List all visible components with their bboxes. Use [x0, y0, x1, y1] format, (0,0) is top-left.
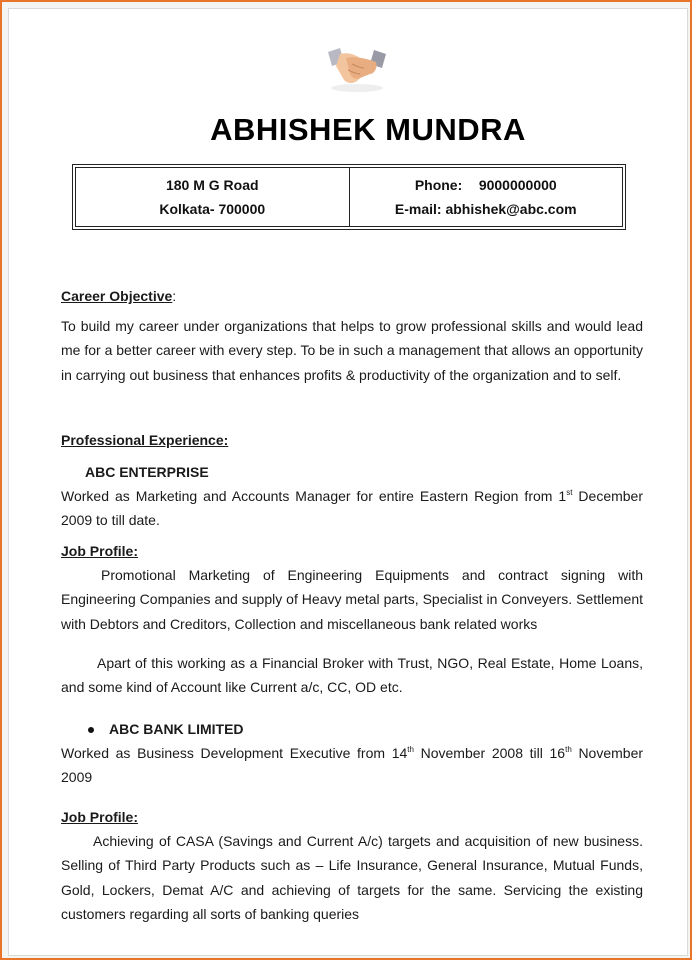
phone-value: 9000000000 — [478, 177, 557, 193]
address-cell — [76, 168, 349, 226]
job2-profile-heading: Job Profile: — [61, 809, 139, 825]
company-name-1: ABC ENTERPRISE — [85, 464, 209, 480]
address-line1: 180 M G Road — [165, 177, 259, 193]
resume-page — [8, 8, 688, 956]
phone-label: Phone: — [414, 177, 463, 193]
job2-role: Worked as Business Development Executive from 14th November 2008 till 16th November 2009 — [61, 745, 644, 786]
career-objective-text: To build my career under organizations that helps to grow professional skills and would lead me for a better career with every step. To be in such a management that allows an opportunity in carrying out business that enhances profits & productivity of the organization and to self. — [61, 318, 643, 383]
job1-role: Worked as Marketing and Accounts Manager for entire Eastern Region from 1st December 2009 to till date. — [61, 488, 643, 529]
document-frame — [2, 2, 690, 958]
job1-profile-para1: Promotional Marketing of Engineering Equipments and contract signing with Engineering Companies and supply of Heavy metal parts, Specialist in Conveyers. Settlement with Debtors and Creditors, Collection and miscellaneous bank related works — [61, 567, 643, 632]
job1-profile-para2: Apart of this working as a Financial Broker with Trust, NGO, Real Estate, Home Loans, and some kind of Account like Current a/c, CC, OD etc. — [61, 655, 643, 696]
job2-profile-para: Achieving of CASA (Savings and Current A/c) targets and acquisition of new business. Selling of Third Party Products such as – Life Insurance, General Insurance, Mutual Funds, Gold, Lockers, Demat A/C and achieving of targets for the same. Servicing the existing customers regarding all sorts of banking queries — [61, 833, 643, 922]
company-name-2: ABC BANK LIMITED — [109, 721, 244, 737]
job1-profile-heading: Job Profile: — [61, 543, 139, 559]
phone-email-cell — [349, 168, 623, 226]
address-line2: Kolkata- 700000 — [159, 201, 266, 217]
email-line: E-mail: abhishek@abc.com — [394, 201, 577, 217]
handshake-icon — [324, 44, 390, 96]
candidate-name: ABHISHEK MUNDRA — [210, 112, 526, 147]
phone-line — [350, 173, 623, 197]
contact-box — [72, 164, 626, 230]
bullet-icon — [88, 727, 94, 733]
experience-heading: Professional Experience: — [61, 432, 229, 448]
career-objective-heading: Career Objective: — [61, 288, 177, 304]
